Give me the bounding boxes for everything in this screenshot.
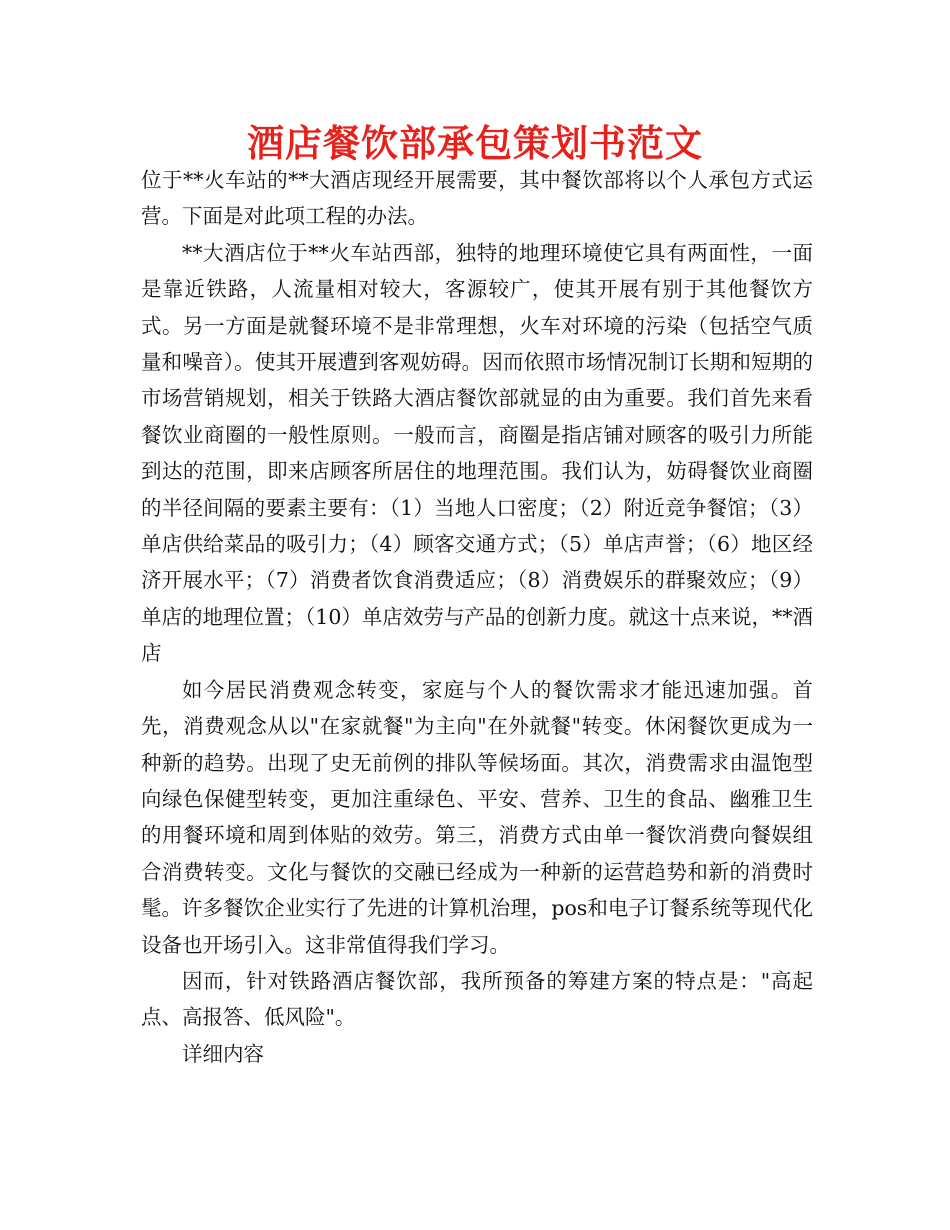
paragraph-location-analysis: **大酒店位于**火车站西部，独特的地理环境使它具有两面性，一面是靠近铁路，人流量相对较大，客源较广，使其开展有别于其他餐饮方式。另一方面是就餐环境不是非常理想，火车对环境的污染（包括空气质量和噪音）。使其开展遭到客观妨碍。因而依照市场情况制订长期和短期的市场营销规划，相关于铁路大酒店餐饮部就显的由为重要。我们首先来看餐饮业商圈的一般性原则。一般而言，商圈是指店铺对顾客的吸引力所能到达的范围，即来店顾客所居住的地理范围。我们认为，妨碍餐饮业商圈的半径间隔的要素主要有：（1）当地人口密度；（2）附近竞争餐馆；（3）单店供给菜品的吸引力；（4）顾客交通方式；（5）单店声誉；（6）地区经济开展水平；（7）消费者饮食消费适应；（8）消费娱乐的群聚效应；（9）单店的地理位置；（10）单店效劳与产品的创新力度。就这十点来说，**酒店 — [141, 240, 813, 666]
document-body — [141, 162, 813, 1072]
paragraph-plan-features: 因而，针对铁路酒店餐饮部，我所预备的筹建方案的特点是："高起点、高报答、低风险"。 — [141, 968, 813, 1030]
paragraph-details-heading: 详细内容 — [182, 1041, 264, 1066]
paragraph-intro: 位于**火车站的**大酒店现经开展需要，其中餐饮部将以个人承包方式运营。下面是对此项工程的办法。 — [141, 168, 813, 229]
document-title: 酒店餐饮部承包策划书范文 — [247, 121, 703, 165]
paragraph-consumption-trends: 如今居民消费观念转变，家庭与个人的餐饮需求才能迅速加强。首先，消费观念从以"在家就餐"为主向"在外就餐"转变。休闲餐饮更成为一种新的趋势。出现了史无前例的排队等候场面。其次，消费需求由温饱型向绿色保健型转变，更加注重绿色、平安、营养、卫生的食品、幽雅卫生的用餐环境和周到体贴的效劳。第三，消费方式由单一餐饮消费向餐娱组合消费转变。文化与餐饮的交融已经成为一种新的运营趋势和新的消费时髦。许多餐饮企业实行了先进的计算机治理，pos和电子订餐系统等现代化设备也开场引入。这非常值得我们学习。 — [141, 677, 813, 957]
